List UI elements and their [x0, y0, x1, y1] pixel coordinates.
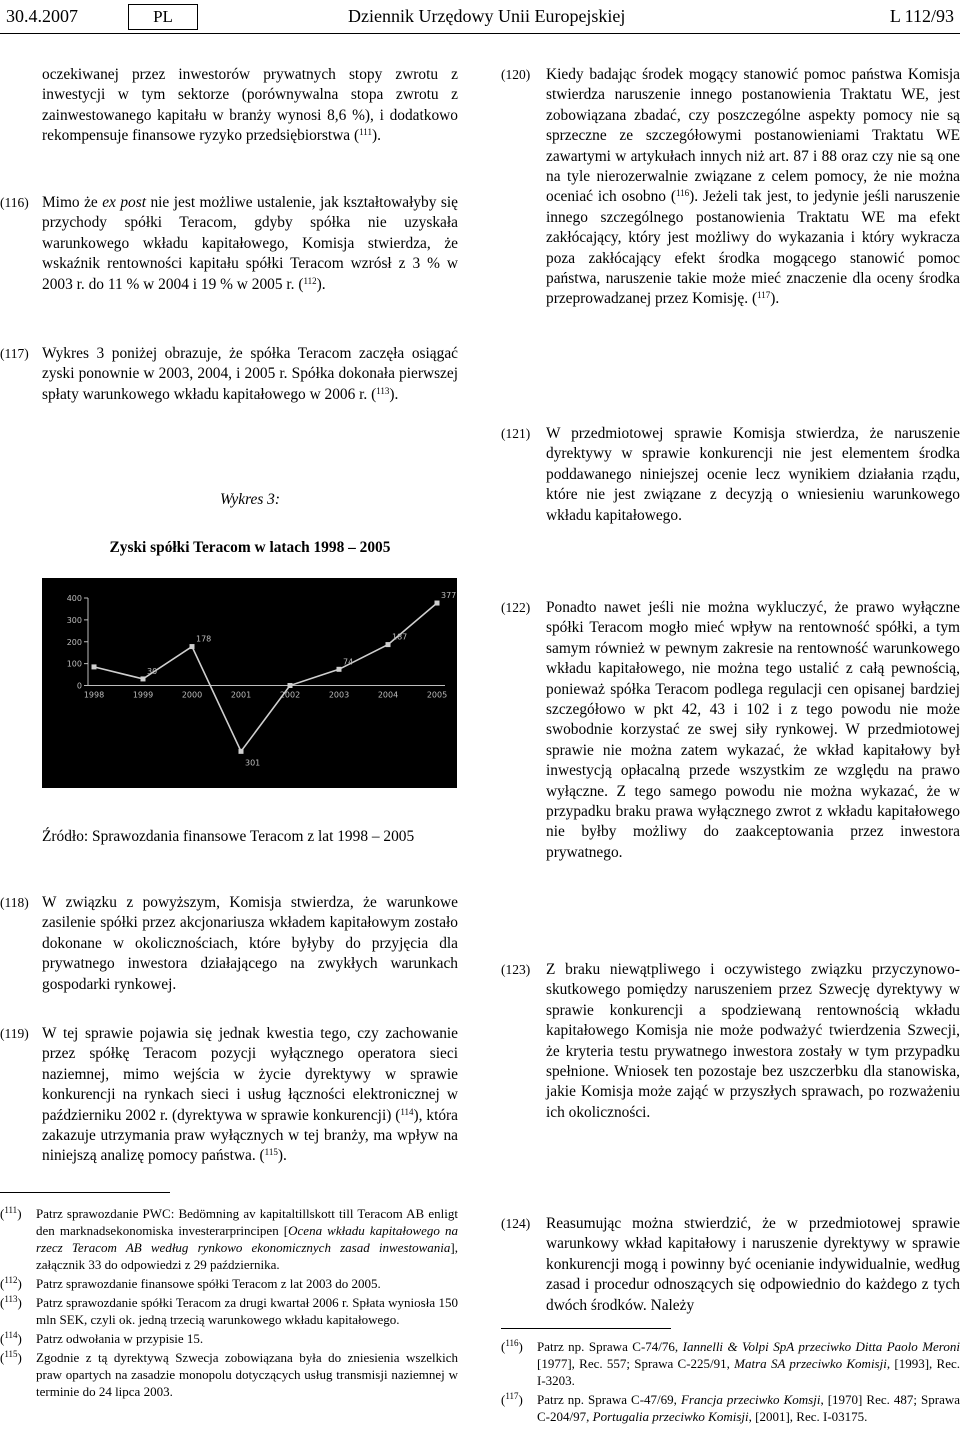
- paragraph-117: (117) Wykres 3 poniżej obrazuje, że spółka Teracom zaczęła osiągać zyski ponownie w 2003, 2004, i 2005 r. Spółka dokonała pierwszej spłaty warunkowego wkładu kapitałowego w 2006 r. ($^{113}$).: [0, 345, 458, 403]
- x-tick-label: 1999: [132, 690, 154, 700]
- data-point: [435, 601, 440, 606]
- data-point: [92, 664, 97, 669]
- figure-title: Zyski spółki Teracom w latach 1998 – 2005: [109, 539, 391, 556]
- footnotes-right: [501, 1338, 960, 1427]
- right-column: [501, 0, 960, 1438]
- x-tick-label: 2002: [279, 690, 301, 700]
- footnote-rule-right: [501, 1328, 671, 1329]
- footnote-114: ($^{114}$) Patrz odwołania w przypisie 15.: [0, 1330, 204, 1346]
- y-tick-label: 200: [66, 637, 82, 647]
- y-tick-label: 300: [66, 615, 82, 625]
- footnote-117: ($^{117}$) Patrz np. Sprawa C-47/69, Francja przeciwko Komsji, [1970] Rec. 487; Sprawa C-204/97, Portugalia przeciwko Komisji, [2001], Rec. I-03175.: [501, 1391, 960, 1424]
- figure-source: Źródło: Sprawozdania finansowe Teracom z lat 1998 – 2005: [42, 828, 415, 845]
- x-tick-label: 2004: [377, 690, 399, 700]
- footnote-116: ($^{116}$) Patrz np. Sprawa C-74/76, Iannelli & Volpi SpA przeciwko Ditta Paolo Meroni [1977], Rec. 557; Sprawa C-225/91, Matra SA przeciwko Komisji, [1993], Rec. I-3203.: [501, 1338, 960, 1388]
- data-label: 301: [245, 758, 261, 768]
- profit-chart: [42, 578, 457, 788]
- y-tick-label: 400: [66, 594, 82, 603]
- paragraph-120: (120) Kiedy badając środek mogący stanowić pomoc państwa Komisja stwierdza naruszenie innego postanowienia Traktatu WE, jest zobowiązana zbadać, czy poszczególne aspekty pomocy nie są sprzeczne ze szczegółowymi postanowieniami Traktatu WE zawartymi w artykułach innych niż art. 87 i 88 oraz czy nie są one na tyle nierozerwalnie związane z celem pomocy, że nie można oceniać ich osobno ($^{116}$). Jeżeli tak jest, to jedynie jeśli naruszenie innego szczególnego postanowienia Traktatu WE ma efekt zakłócający, który jest możliwy do wykazania i który wykracza poza zakłócający efekt środka mogącego stanowić pomoc państwa, naruszenie takie może mieć znaczenie dla oceny środka przeprowadzanej przez Komisję. ($^{117}$).: [501, 66, 960, 308]
- footnote-112: ($^{112}$) Patrz sprawozdanie finansowe spółki Teracom z lat 2003 do 2005.: [0, 1275, 381, 1291]
- language-box: PL: [128, 4, 198, 30]
- data-label: 30: [147, 666, 158, 676]
- paragraph-124: (124) Reasumując można stwierdzić, że w przedmiotowej sprawie warunkowy wkład kapitałowy i naruszenie dyrektywy w sprawie konkurencji mogą i powinny być ocenianie indywidualnie, według zasad i procedur odnoszących się odpowiednio do każdego z tych dwóch środków. Należy: [501, 1215, 960, 1314]
- paragraph-119: (119) W tej sprawie pojawia się jednak kwestia tego, czy zachowanie przez spółkę Teracom pozycji wyłącznego operatora sieci naziemnej, mimo wejścia w życie dyrektywy w sprawie konkurencji na rynkach sieci i usług łączności elektronicznej w październiku 2002 r. (dyrektywa w sprawie konkurencji) ($^{114}$), która zakazuje utrzymania praw wyłącznych w tej branży, ma wpływ na niniejszą analizę pomocy państwa. ($^{115}$).: [0, 1025, 459, 1165]
- data-label: 187: [392, 632, 408, 642]
- chart-svg: [42, 578, 457, 788]
- data-label: 178: [196, 634, 212, 644]
- footnote-113: ($^{113}$) Patrz sprawozdanie spółki Teracom za drugi kwartał 2006 r. Spłata wyniosła 150 mln SEK, czyli ok. jedną trzecią warunkowego wkładu kapitałowego.: [0, 1294, 458, 1327]
- paragraph-intro: oczekiwanej przez inwestorów prywatnych stopy zwrotu z inwestycji w tym sektorze (porównywalna stopa zwrotu z zainwestowanego kapitału w branży wynosi 8,6 %), i dodatkowo rekompensuje finansowe ryzyko przedsiębiorstwa ($^{111}$).: [42, 66, 458, 145]
- data-label: 74: [343, 657, 354, 667]
- journal-title: Dziennik Urzędowy Unii Europejskiej: [348, 6, 626, 26]
- data-point: [337, 667, 342, 672]
- paragraph-123: (123) Z braku niewątpliwego i oczywistego związku przyczynowo-skutkowego pomiędzy naruszeniem przez Szwecję dyrektywy w sprawie konkurencji a spodziewaną rentownością wkładu kapitałowego Komisja nie może podważyć twierdzenia Szwecji, że kryteria testu prywatnego inwestora zostały w tym przypadku spełnione. Wniosek ten pozostaje bez uszczerbku dla stanowiska, jakie Komisja może zająć w przyszłych sprawach, po rozważeniu ich okoliczności.: [501, 961, 960, 1121]
- y-tick-label: 0: [76, 681, 82, 691]
- data-label: 377: [441, 591, 457, 601]
- y-tick-label: 100: [66, 659, 82, 669]
- footnote-111: ($^{111}$) Patrz sprawozdanie PWC: Bedömning av kapitaltillskott till Teracom AB enligt den marknadsekonomiska investerarprincipen [Ocena wkładu kapitałowego na rzecz Teracom AB według rynkowo ekonomicznych zasad inwestowania], załącznik 33 do odpowiedzi z 29 października.: [0, 1205, 458, 1272]
- x-tick-label: 2000: [181, 690, 203, 700]
- data-point: [141, 676, 146, 681]
- figure-caption: Wykres 3:: [220, 491, 280, 508]
- page-number: L 112/93: [889, 6, 954, 26]
- data-point: [288, 683, 293, 688]
- publication-date: 30.4.2007: [6, 6, 78, 26]
- x-tick-label: 2005: [426, 690, 448, 700]
- data-point: [239, 749, 244, 754]
- data-point: [190, 644, 195, 649]
- x-tick-label: 1998: [83, 690, 105, 700]
- paragraph-118: (118) W związku z powyższym, Komisja stwierdza, że warunkowe zasilenie spółki przez akcjonariusza wkładem kapitałowym zostało dokonane w okolicznościach, które byłyby do przyjęcia dla prywatnego inwestora działającego na zwykłych warunkach gospodarki rynkowej.: [0, 894, 458, 993]
- footnote-115: ($^{115}$) Zgodnie z tą dyrektywą Szwecja zobowiązana była do zniesienia wszelkich praw opartych na zasadzie monopolu dotyczących usług transmisji naziemnej w terminie do 24 lipca 2003.: [0, 1349, 458, 1399]
- paragraph-121: (121) W przedmiotowej sprawie Komisja stwierdza, że naruszenie dyrektywy w sprawie konkurencji nie jest elementem środka poddawanego niniejszej ocenie lecz wynikiem działania rządu, które nie jest związane z decyzją o wniesieniu warunkowego wkładu kapitałowego.: [501, 425, 960, 524]
- footnote-rule-left: [0, 1192, 170, 1193]
- x-tick-label: 2003: [328, 690, 350, 700]
- paragraph-116: (116) Mimo że ex post nie jest możliwe ustalenie, jak kształtowałyby się przychody spółki Teracom, gdyby spółka nie uzyskała warunkowego wkładu kapitałowego, Komisja stwierdza, że wskaźnik rentowności kapitału spółki Teracom wzrósł z 3 % w 2003 r. do 11 % w 2004 i 19 % w 2005 r. ($^{112}$).: [0, 194, 458, 293]
- footnotes-left: [0, 1205, 458, 1402]
- data-point: [386, 642, 391, 647]
- x-tick-label: 2001: [230, 690, 252, 700]
- paragraph-122: (122) Ponadto nawet jeśli nie można wykluczyć, że prawo wyłączne spółki Teracom mogło mieć wpływ na rentowność spółki, a tym samym również w pewnym zakresie na rentowność warunkowego wkładu kapitałowego, nie można tego ustalić z całą pewnością, ponieważ spółka Teracom podlega regulacji cen opisanej bardziej szczegółowo w pkt 42, 43 i 102 i z tego powodu nie może swobodnie korzystać ze swej siły rynkowej. W przedmiotowej sprawie nie można zatem wykazać, że wkład kapitałowy był inwestycją opłacalną przede wszystkim ze względu na prawo wyłączne. Z tego samego powodu nie można wykazać, że w przypadku braku prawa wyłącznego zwrot z wkładu kapitałowego nie byłby możliwy do zaakceptowania przez inwestora prywatnego.: [501, 599, 960, 861]
